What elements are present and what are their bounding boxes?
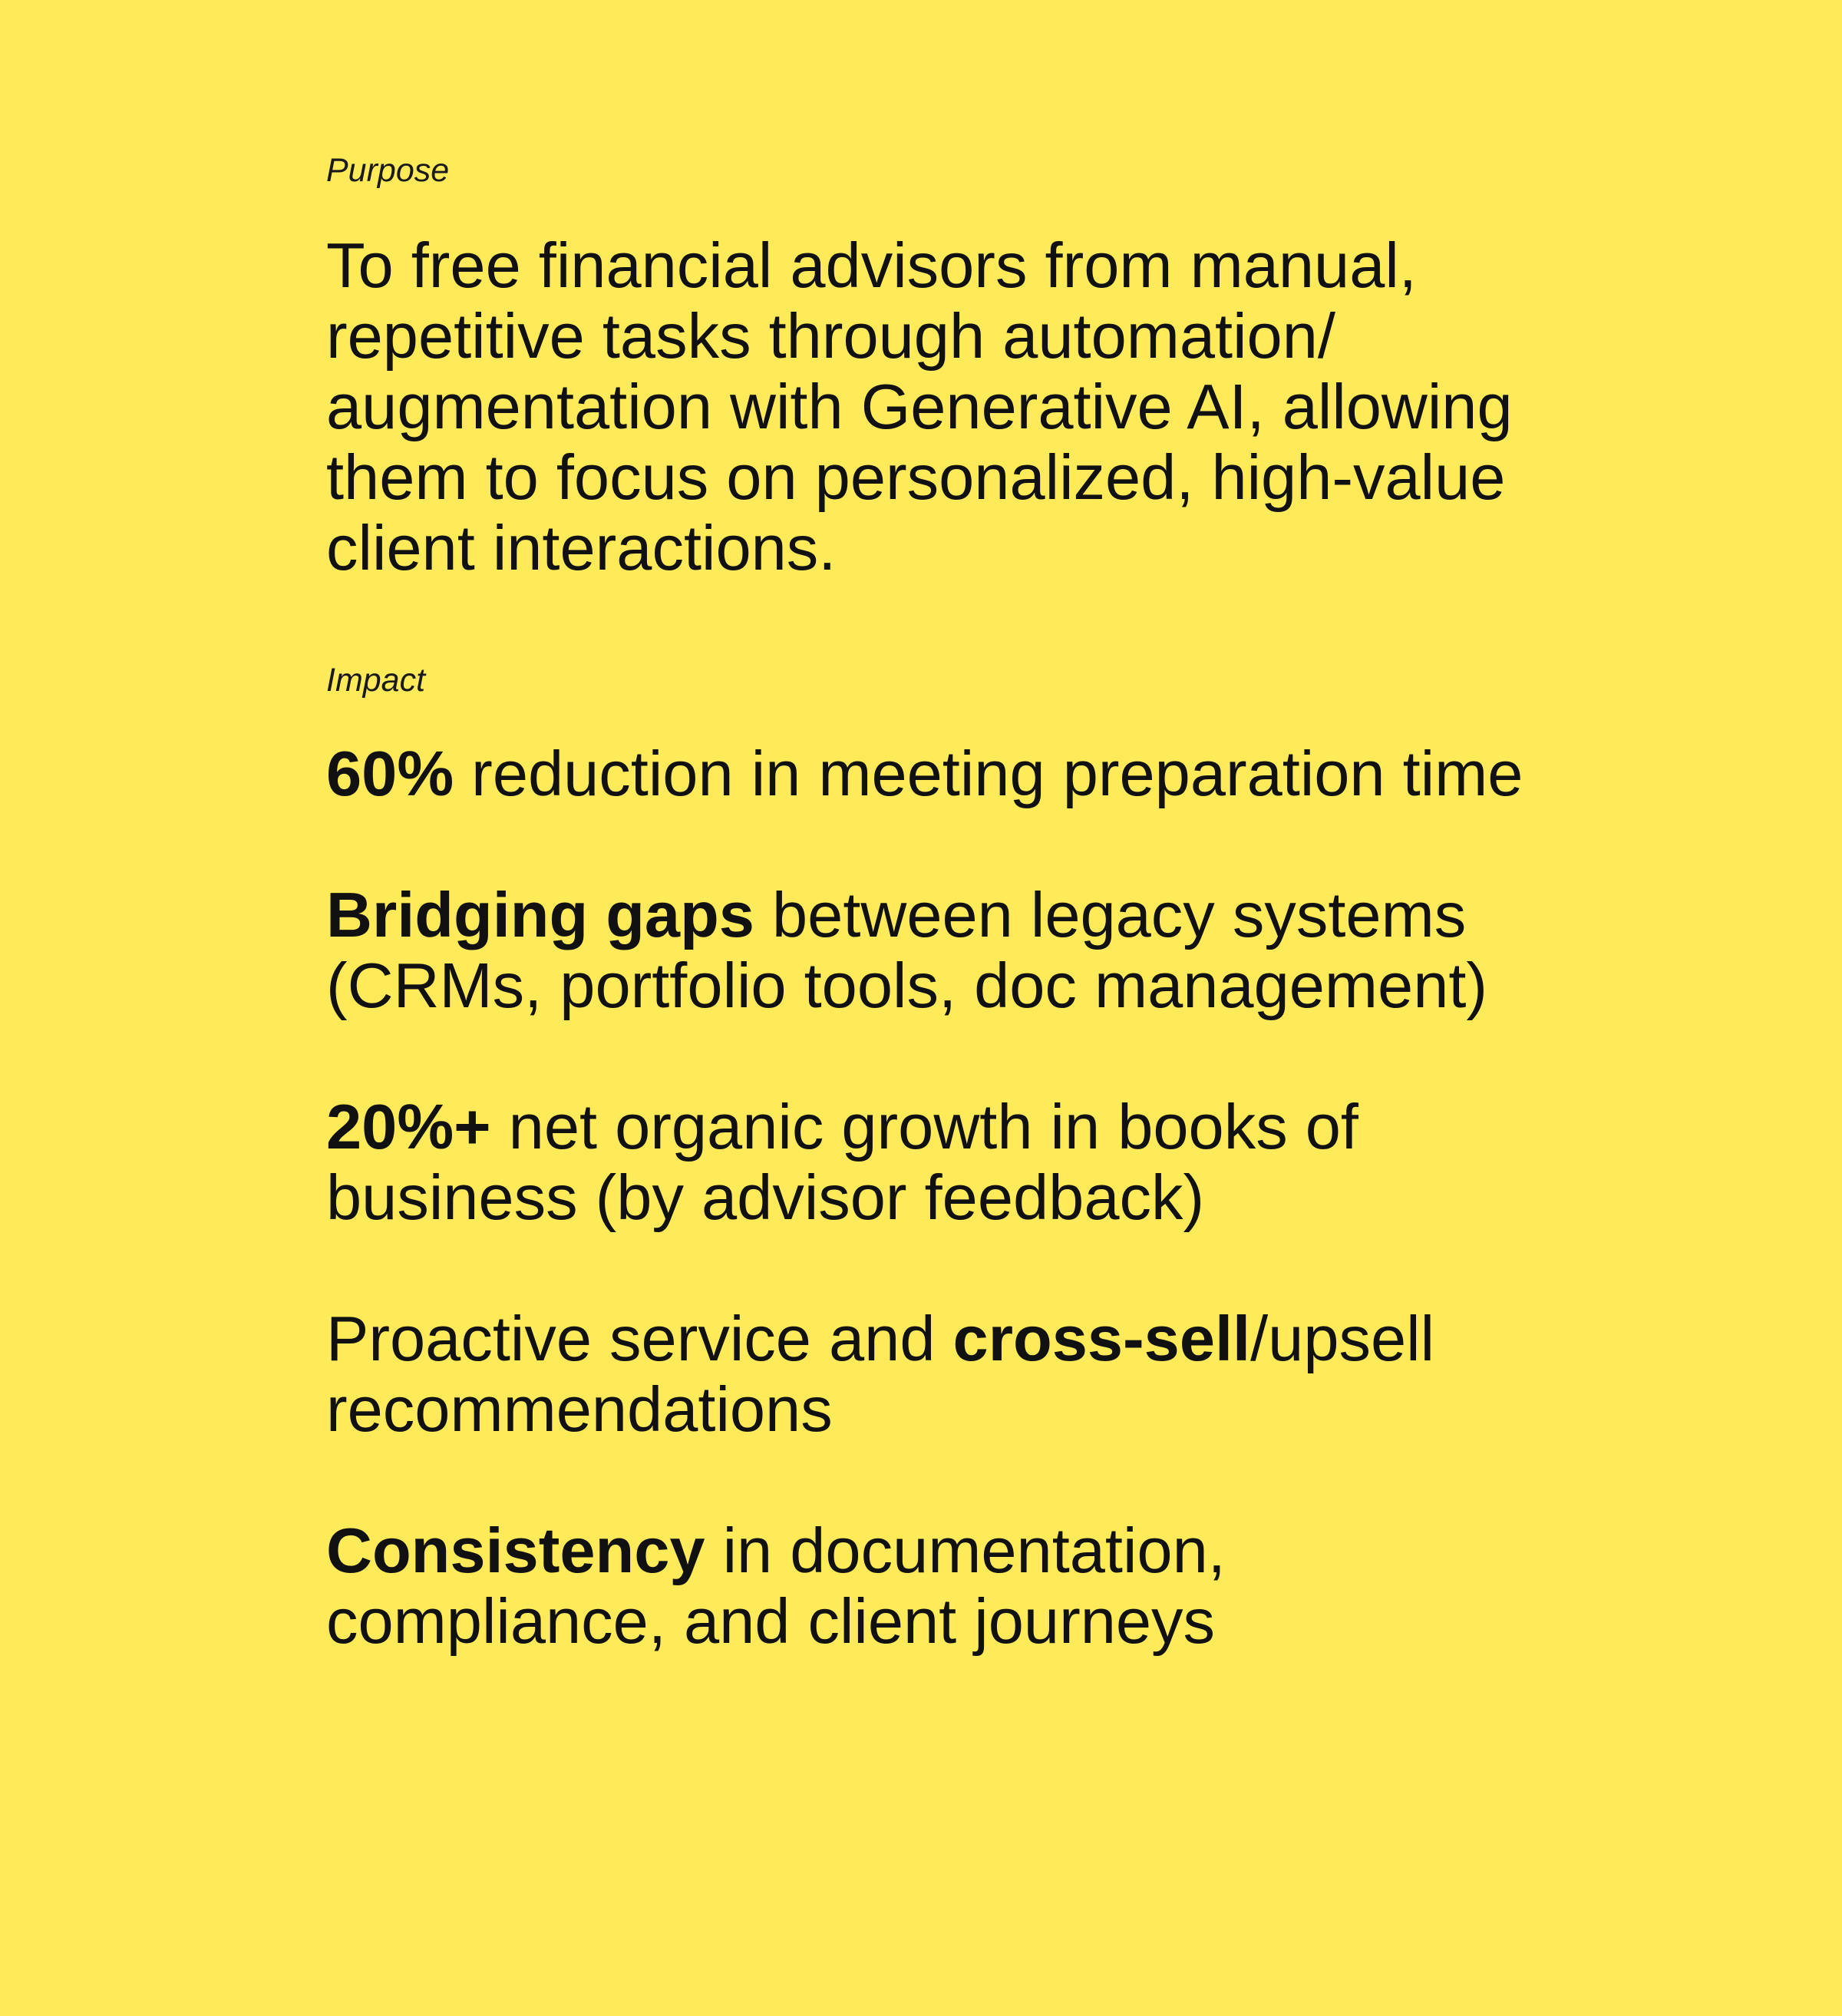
impact-item-post: reduction in meeting preparation time bbox=[454, 738, 1523, 809]
impact-item-highlight: Bridging gaps bbox=[326, 879, 754, 950]
impact-list bbox=[326, 739, 1554, 1657]
impact-item-bridging-gaps bbox=[326, 880, 1554, 1021]
impact-item-highlight: 60% bbox=[326, 738, 454, 809]
impact-item-highlight: 20%+ bbox=[326, 1091, 491, 1162]
impact-item-post: net organic growth in books of business (by advisor feedback) bbox=[326, 1091, 1358, 1233]
impact-item-cross-sell bbox=[326, 1304, 1554, 1445]
impact-item-highlight: Consistency bbox=[326, 1515, 705, 1586]
purpose-label: Purpose bbox=[326, 152, 450, 189]
impact-item-meeting-prep bbox=[326, 739, 1554, 809]
purpose-statement: To free financial advisors from manual, repetitive tasks through automation/ augmentation with Generative AI, allowing them to focus on personalized, high-value client interactions. bbox=[326, 230, 1513, 583]
impact-item-post: /upsell recommendations bbox=[326, 1303, 1435, 1445]
impact-item-organic-growth bbox=[326, 1092, 1554, 1233]
impact-item-highlight: cross-sell bbox=[952, 1303, 1251, 1374]
impact-item-consistency bbox=[326, 1515, 1554, 1657]
impact-item-pre: Proactive service and bbox=[326, 1303, 953, 1374]
impact-label: Impact bbox=[326, 662, 426, 699]
content-column bbox=[326, 150, 1554, 1727]
impact-item-post: in documentation, compliance, and client journeys bbox=[326, 1515, 1226, 1657]
impact-item-post: between legacy systems (CRMs, portfolio tools, doc management) bbox=[326, 879, 1488, 1021]
